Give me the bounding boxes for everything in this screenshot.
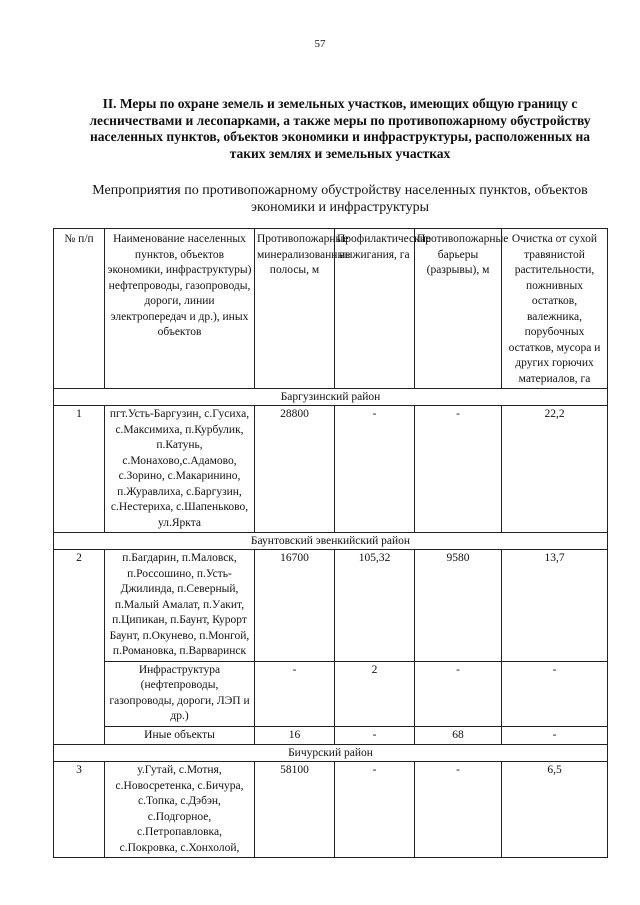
district-name: Баунтовский эвенкийский район [54,533,608,550]
cell-strips: 16 [255,726,335,745]
cell-burning: - [335,762,415,858]
header-strips: Противопожарные минерализованные полосы, м [255,229,335,389]
district-name: Бичурский район [54,745,608,762]
cell-strips: 28800 [255,406,335,533]
cell-num: 3 [54,762,105,858]
cell-cleaning: - [502,661,608,726]
cell-burning: - [335,726,415,745]
cell-strips: 58100 [255,762,335,858]
table-row [54,661,608,726]
cell-cleaning: - [502,726,608,745]
header-name: Наименование населенных пунктов, объектов экономики, инфраструктуры) нефтепроводы, газопроводы, дороги, линии электропередач и др.), иных объектов [105,229,255,389]
cell-barriers: 68 [415,726,502,745]
cell-burning: 2 [335,661,415,726]
header-num: № п/п [54,229,105,389]
cell-name: у.Гутай, с.Мотня, с.Новосретенка, с.Бичура, с.Топка, с.Дэбэн, с.Подгорное, с.Петропавловка, с.Покровка, с.Хонхолой, [105,762,255,858]
cell-burning: - [335,406,415,533]
cell-cleaning: 13,7 [502,550,608,662]
cell-name: п.Багдарин, п.Маловск, п.Россошино, п.Усть-Джилинда, п.Северный, п.Малый Амалат, п.Уакит, п.Ципикан, п.Баунт, Курорт Баунт, п.Окунево, п.Монгой, п.Романовка, п.Варваринск [105,550,255,662]
district-row [54,745,608,762]
table-row [54,550,608,662]
district-row [54,533,608,550]
district-row [54,389,608,406]
section-heading: II. Меры по охране земель и земельных участков, имеющих общую границу с лесничествами и лесопарками, а также меры по противопожарному обустройству населенных пунктов, объектов экономики и инфраструктуры, расположенных на таких землях и земельных участках [89,96,591,161]
cell-barriers: 9580 [415,550,502,662]
table-header-row [54,229,608,389]
cell-barriers: - [415,661,502,726]
table-row [54,762,608,858]
cell-barriers: - [415,406,502,533]
table-row [54,406,608,533]
measures-table [53,228,608,858]
cell-burning: 105,32 [335,550,415,662]
cell-num: 2 [54,550,105,745]
cell-name: Инфраструктура (нефтепроводы, газопроводы, дороги, ЛЭП и др.) [105,661,255,726]
table-caption: Мепроприятия по противопожарному обустройству населенных пунктов, объектов экономики и инфраструктуры [92,183,588,215]
cell-barriers: - [415,762,502,858]
header-cleaning: Очистка от сухой травянистой растительности, пожнивных остатков, валежника, порубочных остатков, мусора и других горючих материалов, га [502,229,608,389]
cell-strips: 16700 [255,550,335,662]
header-burning: Профилактические выжигания, га [335,229,415,389]
cell-name: Иные объекты [105,726,255,745]
district-name: Баргузинский район [54,389,608,406]
cell-strips: - [255,661,335,726]
header-barriers: Противопожарные барьеры (разрывы), м [415,229,502,389]
page-number: 57 [314,38,326,50]
cell-cleaning: 6,5 [502,762,608,858]
table-row [54,726,608,745]
cell-name: пгт.Усть-Баргузин, с.Гусиха, с.Максимиха, п.Курбулик, п.Катунь, с.Монахово,с.Адамово, с.Зорино, с.Макаринино, п.Журавлиха, с.Баргузин, с.Нестериха, с.Шапеньково, ул.Яркта [105,406,255,533]
cell-num: 1 [54,406,105,533]
cell-cleaning: 22,2 [502,406,608,533]
